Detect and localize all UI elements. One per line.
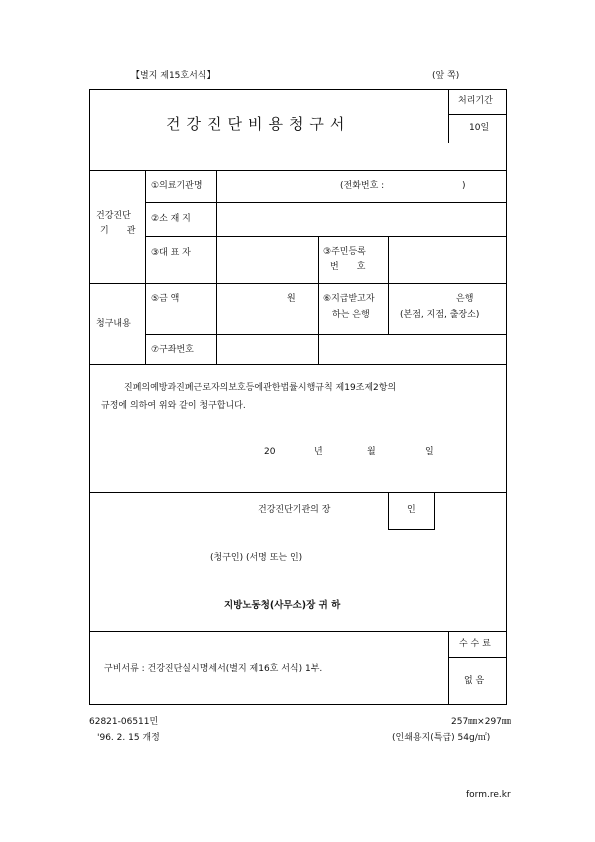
form-number: 【별지 제15호서식】	[131, 71, 216, 81]
page-side-label: (앞 쪽)	[432, 71, 460, 81]
account-number-label: ⑦구좌번호	[151, 345, 194, 355]
location-label: ②소 재 지	[151, 214, 191, 224]
divider	[448, 89, 449, 143]
addressee: 지방노동청(사무소)장 귀 하	[224, 600, 341, 611]
phone-label: (전화번호 :	[340, 181, 385, 191]
bank-unit: 은행	[456, 294, 474, 304]
divider	[448, 631, 449, 705]
divider	[448, 114, 507, 115]
seal-mark: 인	[407, 505, 416, 515]
institution-section-label-2: 기 관	[100, 226, 136, 236]
claimant-signature-line: (청구인) (서명 또는 인)	[210, 553, 303, 563]
date-day-unit: 일	[425, 447, 434, 457]
paper-size: 257㎜×297㎜	[451, 717, 511, 727]
phone-close: )	[462, 181, 466, 191]
divider	[145, 202, 507, 203]
paper-spec: (인쇄용지(특급) 54g/㎡)	[392, 733, 491, 743]
representative-label: ③대 표 자	[151, 248, 191, 258]
medical-institution-name-label: ①의료기관명	[151, 181, 203, 191]
bank-branch-types: (본점, 지점, 출장소)	[400, 310, 480, 320]
site-watermark: form.re.kr	[466, 790, 511, 800]
amount-label: ⑤금 액	[151, 294, 180, 304]
divider	[145, 334, 507, 335]
claim-section-label: 청구내용	[96, 319, 131, 329]
divider	[89, 631, 507, 632]
amount-unit: 원	[287, 294, 296, 304]
bank-label-2: 하는 은행	[332, 310, 370, 320]
form-code: 62821-06511민	[89, 717, 159, 727]
fee-label: 수 수 료	[459, 639, 491, 649]
divider	[89, 492, 507, 493]
divider	[318, 236, 319, 364]
revision-date: '96. 2. 15 개정	[97, 733, 160, 743]
divider	[388, 236, 389, 334]
institution-head-label: 건강진단기관의 장	[258, 505, 331, 515]
divider	[145, 236, 507, 237]
bank-label: ⑥지급받고자	[323, 294, 375, 304]
registration-number-label-2: 번 호	[330, 262, 366, 272]
date-month-unit: 월	[367, 447, 376, 457]
required-documents: 구비서류 : 건강진단실시명세서(별지 제16호 서식) 1부.	[104, 664, 323, 674]
divider	[448, 657, 507, 658]
fee-value: 없 음	[464, 676, 485, 686]
institution-section-label: 건강진단	[96, 211, 131, 221]
form-title: 건강진단비용청구서	[166, 115, 351, 133]
divider	[89, 283, 507, 284]
statement-line-2: 규정에 의하여 위와 같이 청구합니다.	[101, 401, 246, 411]
processing-period-value: 10일	[469, 123, 490, 133]
statement-line-1: 진폐의예방과진폐근로자의보호등에관한법률시행규칙 제19조제2항의	[124, 383, 397, 393]
date-year-unit: 년	[314, 447, 323, 457]
processing-period-label: 처리기간	[458, 96, 493, 106]
divider	[89, 170, 507, 171]
registration-number-label: ③주민등록	[323, 247, 366, 257]
divider	[89, 364, 507, 365]
date-year: 20	[264, 447, 276, 457]
